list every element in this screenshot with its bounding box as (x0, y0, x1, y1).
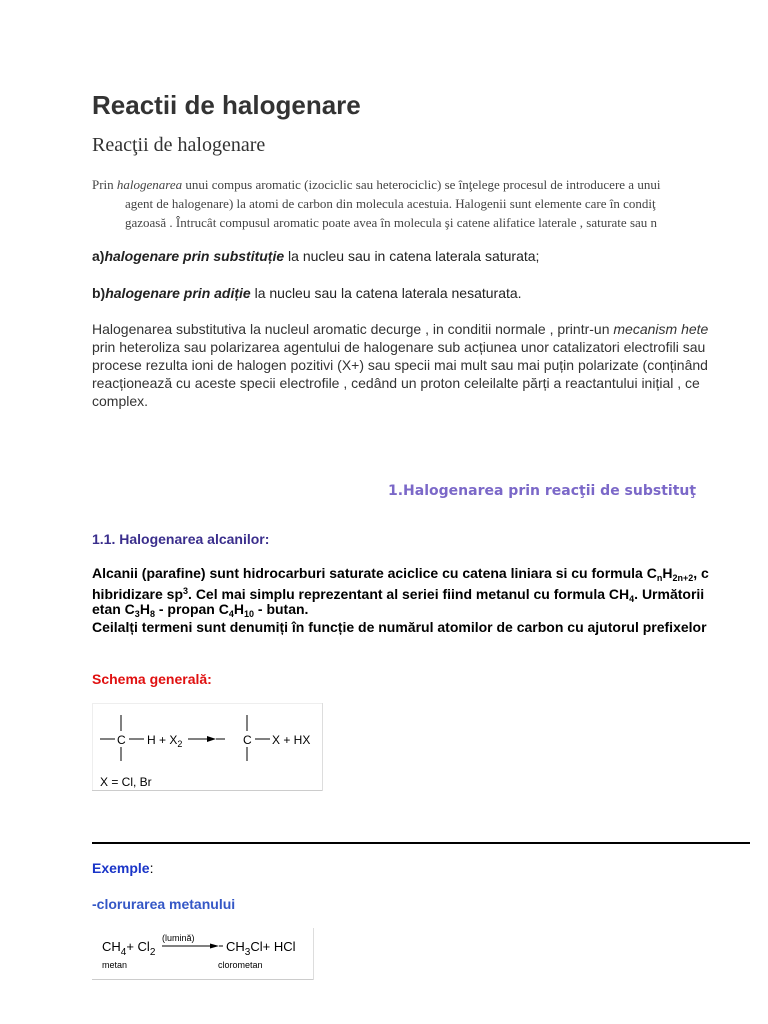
alkanes-text: hibridizare sp (92, 586, 184, 602)
examples-colon: : (149, 860, 154, 876)
item-b (92, 285, 522, 301)
paragraph-line-5: complex. (92, 393, 149, 409)
superscript: 3 (183, 586, 189, 596)
example-subtitle: -clorurarea metanului (92, 896, 236, 912)
section-title: 1.Halogenarea prin reacţii de substituţ (388, 483, 697, 499)
intro-line-3: gazoasă . Întrucât compusul aromatic poate avea în molecula şi catene alifatice laterale , saturate sau n (125, 215, 658, 230)
carbon-1: C (117, 733, 126, 747)
subscript: 8 (149, 609, 155, 619)
general-scheme-figure (92, 703, 323, 791)
alkanes-text: . Cel mai simplu reprezentant al seriei fiind metanul cu formula CH (188, 586, 630, 602)
halogen-condition: X = Cl, Br (100, 775, 152, 789)
paragraph-line-4: reacționează cu aceste specii electrofile , cedând un proton celeilalte părți a reactantului inițial , ce (92, 375, 700, 391)
reaction-condition: (lumină) (162, 933, 195, 943)
product-name: clorometan (218, 960, 263, 970)
item-a-emphasis: halogenare prin substituție (104, 248, 285, 264)
paragraph-line-1 (92, 320, 708, 338)
item-a-prefix: a) (92, 248, 105, 264)
alkanes-text: Alcanii (parafine) sunt hidrocarburi saturate aciclice cu catena liniara si cu formula C (92, 565, 657, 581)
alkanes-text: . Următorii (634, 586, 705, 602)
paragraph-line-3: procese rezulta ioni de halogen pozitivi (X+) sau specii mai mult sau mai puțin polarizate (conținând (92, 357, 708, 373)
intro-line-2: agent de halogenare) la atomi de carbon din molecula acestuia. Halogenii sunt elemente care în condiţ (125, 196, 656, 211)
product: $CH_3Cl+$ HCl (226, 939, 296, 958)
intro-emphasis: halogenarea (116, 177, 183, 192)
page-subtitle: Reacţii de halogenare (92, 134, 266, 156)
item-a (92, 248, 539, 264)
page-title: Reactii de halogenare (92, 90, 361, 120)
item-b-text: la nucleu sau la catena laterala nesaturata. (250, 285, 522, 301)
subscript: n (656, 573, 663, 583)
examples-label: Exemple (92, 860, 150, 876)
reactant-name: metan (102, 960, 128, 970)
intro-line-1 (92, 177, 660, 193)
subscript: 2n+2 (672, 573, 694, 583)
alkanes-line-4: Ceilalți termeni sunt denumiți în funcție de numărul atomilor de carbon cu ajutorul prefixelor (92, 619, 707, 635)
alkanes-text: - butan. (254, 601, 309, 617)
alkanes-text: etan C (92, 601, 135, 617)
subscript: 4 (629, 594, 635, 604)
carbon-2: C (243, 733, 252, 747)
reactants: $CH_4+ Cl_2$ (102, 939, 156, 958)
methane-chlorination-figure (92, 928, 314, 980)
schema-title: Schema generală: (92, 671, 212, 687)
horizontal-divider (92, 842, 750, 844)
subscript: 10 (243, 609, 254, 619)
subscript: 3 (134, 609, 140, 619)
arrow-head-icon (210, 944, 219, 949)
item-b-prefix: b) (92, 285, 106, 301)
subsection-title: 1.1. Halogenarea alcanilor: (92, 531, 270, 547)
paragraph-text: Halogenarea substitutiva la nucleul aromatic decurge , in conditii normale , printr-un (92, 321, 614, 337)
alkanes-text: H (662, 565, 673, 581)
intro-text: unui compus aromatic (izociclic sau heterociclic) se înţelege procesul de introducere a unui (182, 177, 661, 192)
item-a-text: la nucleu sau in catena laterala saturata; (284, 248, 540, 264)
alkanes-text: , c (693, 565, 709, 581)
reagents: $H + X_2$ (147, 733, 183, 749)
paragraph-emphasis: mecanism hete (613, 321, 709, 337)
item-b-emphasis: halogenare prin adiție (105, 285, 251, 301)
intro-text: Prin (92, 177, 117, 192)
alkanes-text: H (139, 601, 150, 617)
products: X + HX (272, 733, 311, 747)
paragraph-line-2: prin heteroliza sau polarizarea agentului de halogenare sub acțiunea unor catalizatori electrofili sau (92, 339, 706, 355)
alkanes-text: - propan C (154, 601, 229, 617)
alkanes-text: H (233, 601, 244, 617)
subscript: 4 (228, 609, 234, 619)
examples-title (92, 860, 153, 876)
